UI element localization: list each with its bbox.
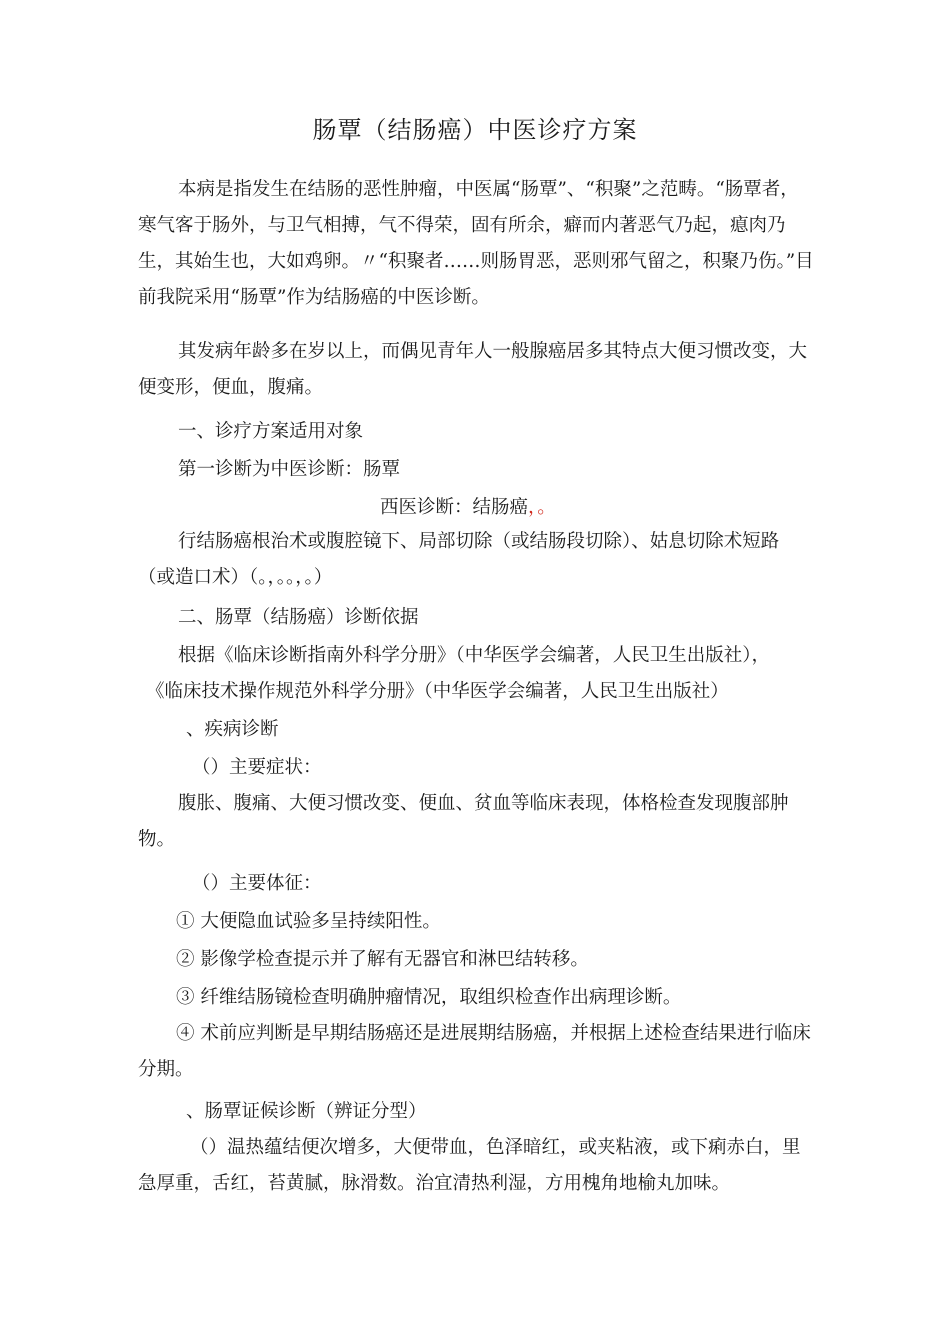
intro-paragraph: 本病是指发生在结肠的恶性肿瘤，中医属“肠覃”、“积聚”之范畴。“肠覃者，寒气客于肠外，与卫气相搏，气不得荣，固有所余，癖而内著恶气乃起，瘜肉乃生，其始生也，大如鸡卵。〃“积聚者……则肠胃恶，恶则邪气留之，积聚乃伤。”目前我院采用“肠覃”作为结肠癌的中医诊断。	[138, 179, 814, 308]
syndrome-type-1: （）温热蕴结便次增多，大便带血，色泽暗红，或夹粘液，或下痢赤白，里急厚重，舌红，苔黄腻，脉滑数。治宜清热利湿，方用槐角地榆丸加味。	[138, 1137, 801, 1194]
section2-heading: 二、肠覃（结肠癌）诊断依据	[178, 607, 419, 628]
age-paragraph: 其发病年龄多在岁以上，而偶见青年人一般腺癌居多其特点大便习惯改变，大便变形，便血，腹痛。	[138, 341, 808, 398]
sign-item-4: ④ 术前应判断是早期结肠癌还是进展期结肠癌，并根据上述检查结果进行临床分期。	[138, 1023, 811, 1080]
sign-item-1: ① 大便隐血试验多呈持续阳性。	[176, 911, 441, 932]
sign-item-2: ② 影像学检查提示并了解有无器官和淋巴结转移。	[176, 949, 589, 970]
disease-diagnosis-heading: 、疾病诊断	[186, 719, 279, 740]
reference-line-1: 根据《临床诊断指南外科学分册》（中华医学会编著，人民卫生出版社），	[178, 645, 771, 666]
western-diagnosis	[380, 490, 556, 526]
western-diagnosis-text: 西医诊断：结肠癌	[380, 497, 529, 518]
section1-heading: 一、诊疗方案适用对象	[178, 421, 364, 442]
surgery-paragraph: 行结肠癌根治术或腹腔镜下、局部切除（或结肠段切除）、姑息切除术短路（或造口术）（。，。。，。）	[138, 531, 780, 588]
document-title: 肠覃（结肠癌）中医诊疗方案	[312, 116, 638, 144]
signs-heading: （）主要体征：	[192, 873, 322, 894]
reference-line-2: 《临床技术操作规范外科学分册》（中华医学会编著，人民卫生出版社）	[146, 681, 729, 702]
syndrome-heading: 、肠覃证候诊断（辨证分型）	[186, 1101, 427, 1122]
symptoms-paragraph: 腹胀、腹痛、大便习惯改变、便血、贫血等临床表现，体格检查发现腹部肿物。	[138, 793, 789, 850]
western-diagnosis-mark: ，。	[528, 497, 556, 518]
first-diagnosis: 第一诊断为中医诊断：肠覃	[178, 459, 401, 480]
symptoms-heading: （）主要症状：	[192, 757, 322, 778]
sign-item-3: ③ 纤维结肠镜检查明确肿瘤情况，取组织检查作出病理诊断。	[176, 987, 682, 1008]
